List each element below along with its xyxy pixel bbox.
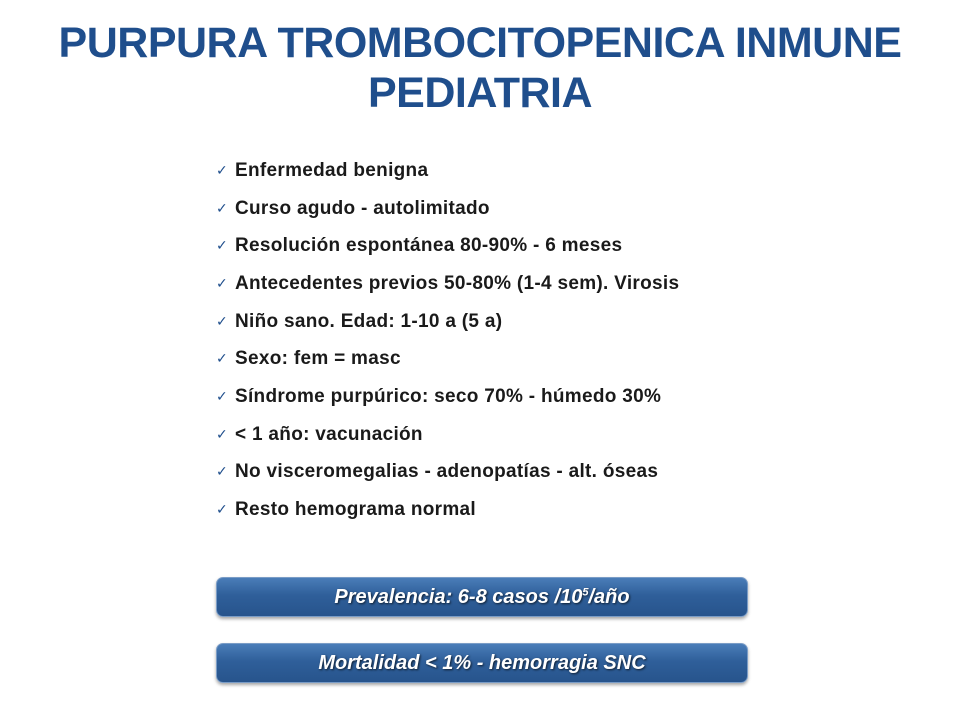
bullet-text: Niño sano. Edad: 1-10 a (5 a) — [235, 310, 503, 332]
title-line-2: PEDIATRIA — [367, 69, 593, 117]
bullet-text: Enfermedad benigna — [235, 159, 429, 181]
bullet-item — [216, 227, 856, 265]
bullet-item — [216, 491, 856, 529]
page-title — [0, 18, 960, 118]
bullet-text: No visceromegalias - adenopatías - alt. óseas — [235, 461, 659, 483]
bullet-text: Resolución espontánea 80-90% - 6 meses — [235, 235, 623, 257]
bullet-item — [216, 265, 856, 303]
bullet-item — [216, 378, 856, 416]
prevalence-box — [216, 577, 748, 617]
bullet-item — [216, 303, 856, 341]
check-icon: ✓ — [216, 162, 229, 179]
check-icon: ✓ — [216, 426, 229, 443]
title-line-1: PURPURA TROMBOCITOPENICA INMUNE — [58, 19, 902, 67]
check-icon: ✓ — [216, 238, 229, 255]
bullet-text: Sexo: fem = masc — [235, 348, 401, 370]
prevalence-text-after: /año — [588, 585, 630, 608]
bullet-text: Antecedentes previos 50-80% (1-4 sem). Virosis — [235, 272, 680, 294]
mortality-text: Mortalidad < 1% - hemorragia SNC — [318, 651, 646, 674]
bullet-item — [216, 152, 856, 190]
prevalence-exponent: 5 — [582, 585, 589, 598]
bullet-item — [216, 190, 856, 228]
bullet-text: Resto hemograma normal — [235, 499, 476, 521]
bullet-text: Síndrome purpúrico: seco 70% - húmedo 30% — [235, 385, 662, 407]
check-icon: ✓ — [216, 313, 229, 330]
bullet-text: < 1 año: vacunación — [235, 423, 423, 445]
bullet-item — [216, 340, 856, 378]
bullet-item — [216, 454, 856, 492]
mortality-box — [216, 643, 748, 683]
check-icon: ✓ — [216, 275, 229, 292]
check-icon: ✓ — [216, 351, 229, 368]
bullet-list — [216, 152, 856, 529]
bullet-item — [216, 416, 856, 454]
check-icon: ✓ — [216, 502, 229, 519]
check-icon: ✓ — [216, 464, 229, 481]
prevalence-text — [334, 586, 629, 609]
bullet-text: Curso agudo - autolimitado — [235, 197, 490, 219]
check-icon: ✓ — [216, 200, 229, 217]
check-icon: ✓ — [216, 388, 229, 405]
prevalence-text-before: Prevalencia: 6-8 casos /10 — [334, 585, 583, 608]
